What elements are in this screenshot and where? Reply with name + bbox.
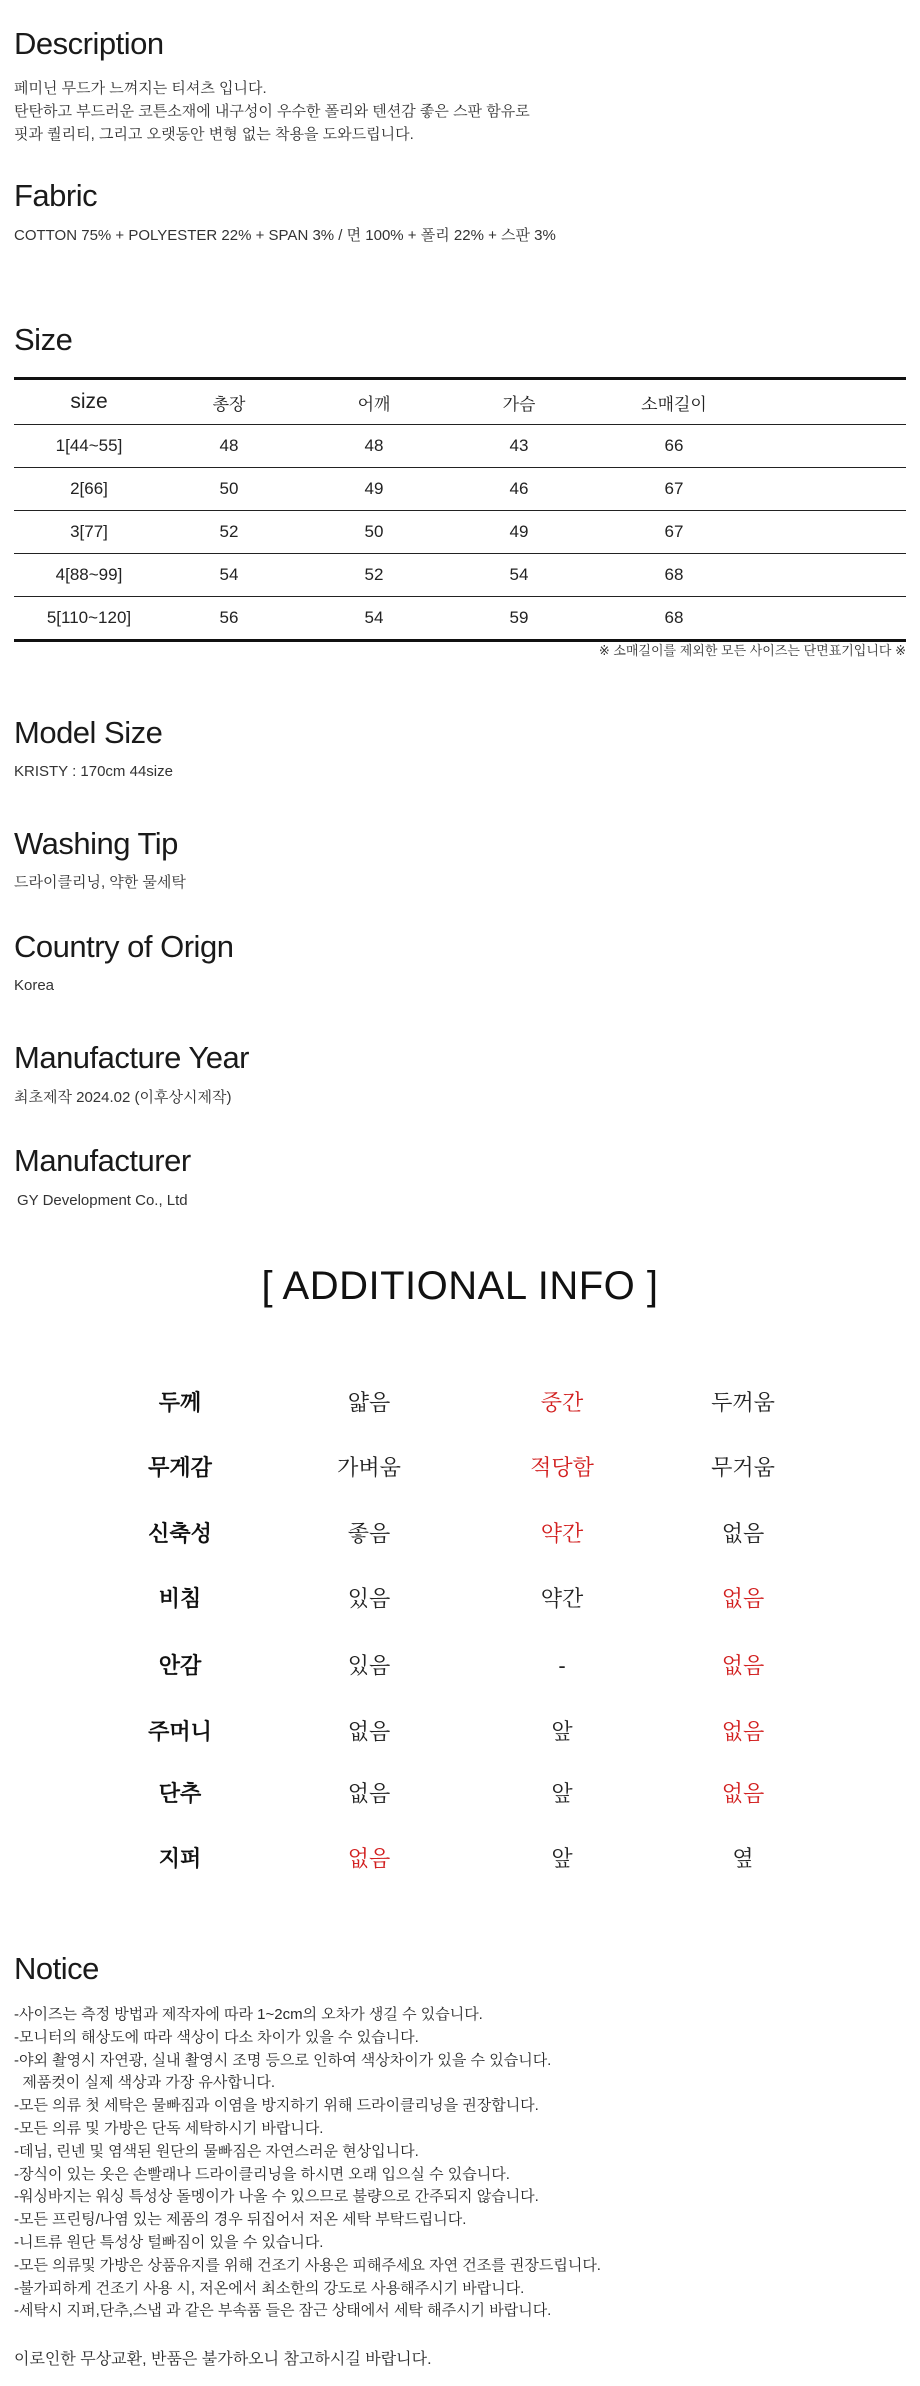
notice-line: -장식이 있는 옷은 손빨래나 드라이클리닝을 하시면 오래 입으실 수 있습니다. [14, 2165, 510, 2183]
notice-line: -모니터의 해상도에 따라 색상이 다소 차이가 있을 수 있습니다. [14, 2028, 419, 2046]
description-line: 탄탄하고 부드러운 코튼소재에 내구성이 우수한 폴리와 텐션감 좋은 스판 함유로 [14, 103, 530, 120]
info-row [0, 1712, 920, 1752]
shoulder-cell: 50 [294, 511, 454, 554]
notice-heading: Notice [14, 1951, 99, 1986]
chest-cell: 59 [454, 597, 584, 641]
info-row-label: 안감 [158, 1653, 202, 1678]
model-size-heading: Model Size [14, 715, 163, 750]
info-option: 가벼움 [337, 1455, 401, 1480]
info-row [0, 1448, 920, 1488]
manufacture-year-heading: Manufacture Year [14, 1040, 250, 1075]
info-option: 앞 [551, 1846, 573, 1871]
info-option-selected: 없음 [347, 1846, 391, 1871]
manufacture-year-text: 최초제작 2024.02 (이후상시제작) [14, 1089, 232, 1106]
info-row-label: 두께 [158, 1390, 202, 1415]
washing-tip-text: 드라이클리닝, 약한 물세탁 [14, 874, 186, 891]
info-option: 두꺼움 [711, 1390, 775, 1415]
info-row [0, 1579, 920, 1619]
notice-line: -모든 의류 첫 세탁은 물빠짐과 이염을 방지하기 위해 드라이클리닝을 권장합니다. [14, 2097, 539, 2115]
info-option: 없음 [347, 1719, 391, 1744]
length-cell: 56 [164, 597, 294, 641]
info-row-label: 지퍼 [158, 1846, 202, 1871]
info-row [0, 1646, 920, 1686]
country-heading: Country of Orign [14, 929, 234, 964]
length-column-header: 총장 [212, 394, 246, 414]
shoulder-column-header: 어깨 [357, 394, 391, 414]
info-option: 약간 [540, 1586, 584, 1611]
info-row [0, 1839, 920, 1879]
notice-line: -야외 촬영시 자연광, 실내 촬영시 조명 등으로 인하여 색상차이가 있을 수 있습니다. [14, 2051, 552, 2069]
length-cell: 50 [164, 468, 294, 511]
info-option-selected: 없음 [721, 1586, 765, 1611]
info-option: 좋음 [347, 1521, 391, 1546]
info-option: 없음 [721, 1521, 765, 1546]
size-table [14, 377, 906, 642]
info-row [0, 1774, 920, 1814]
info-option-selected: 적당함 [530, 1455, 594, 1480]
fabric-text: COTTON 75% + POLYESTER 22% + SPAN 3% / 면 100% + 폴리 22% + 스판 3% [14, 227, 556, 244]
description-heading: Description [14, 26, 164, 61]
sleeve-cell: 67 [584, 511, 764, 554]
shoulder-cell: 49 [294, 468, 454, 511]
size-column-header: size [70, 390, 108, 413]
info-option: 있음 [347, 1653, 391, 1678]
info-row-label: 신축성 [148, 1521, 212, 1546]
info-option: 있음 [347, 1586, 391, 1611]
size-cell: 5[110~120] [14, 597, 164, 641]
info-row-label: 무게감 [148, 1455, 212, 1480]
chest-cell: 43 [454, 425, 584, 468]
notice-line: -모든 의류 및 가방은 단독 세탁하시기 바랍니다. [14, 2119, 324, 2137]
info-option: 옆 [732, 1846, 754, 1871]
info-option-selected: 중간 [540, 1390, 584, 1415]
info-row-label: 주머니 [148, 1719, 212, 1744]
size-table-header [14, 379, 906, 425]
info-row-label: 단추 [158, 1781, 202, 1806]
notice-line: -모든 의류및 가방은 상품유지를 위해 건조기 사용은 피해주세요 자연 건조를 권장드립니다. [14, 2256, 601, 2274]
manufacturer-text: GY Development Co., Ltd [17, 1192, 188, 1209]
length-cell: 48 [164, 425, 294, 468]
size-cell: 1[44~55] [14, 425, 164, 468]
notice-line: -사이즈는 측정 방법과 제작자에 따라 1~2cm의 오차가 생길 수 있습니다. [14, 2006, 483, 2023]
notice-line: -니트류 원단 특성상 털빠짐이 있을 수 있습니다. [14, 2233, 324, 2251]
description-line: 페미닌 무드가 느껴지는 티셔츠 입니다. [14, 80, 267, 97]
chest-cell: 54 [454, 554, 584, 597]
model-size-text: KRISTY : 170cm 44size [14, 763, 173, 780]
table-row [14, 554, 906, 597]
info-option-selected: 없음 [721, 1653, 765, 1678]
size-cell: 3[77] [14, 511, 164, 554]
info-option-selected: 없음 [721, 1781, 765, 1806]
sleeve-cell: 67 [584, 468, 764, 511]
size-cell: 2[66] [14, 468, 164, 511]
info-row-label: 비침 [158, 1586, 202, 1611]
sleeve-column-header: 소매길이 [641, 394, 707, 414]
washing-tip-heading: Washing Tip [14, 826, 178, 861]
table-row [14, 597, 906, 641]
table-row [14, 511, 906, 554]
info-option: 앞 [551, 1781, 573, 1806]
info-row [0, 1514, 920, 1554]
description-text [14, 77, 530, 146]
sleeve-cell: 68 [584, 554, 764, 597]
manufacturer-heading: Manufacturer [14, 1143, 191, 1178]
sleeve-cell: 66 [584, 425, 764, 468]
info-option: 없음 [347, 1781, 391, 1806]
info-option-selected: 약간 [540, 1521, 584, 1546]
sleeve-cell: 68 [584, 597, 764, 641]
info-option: - [558, 1653, 566, 1678]
info-option: 앞 [551, 1719, 573, 1744]
length-cell: 52 [164, 511, 294, 554]
description-line: 핏과 퀄리티, 그리고 오랫동안 변형 없는 착용을 도와드립니다. [14, 126, 414, 143]
info-option: 무거움 [711, 1455, 775, 1480]
additional-info-title: [ ADDITIONAL INFO ] [261, 1264, 659, 1308]
shoulder-cell: 52 [294, 554, 454, 597]
size-cell: 4[88~99] [14, 554, 164, 597]
notice-list [14, 2004, 601, 2323]
fabric-heading: Fabric [14, 178, 98, 213]
info-option-selected: 없음 [721, 1719, 765, 1744]
info-option: 얇음 [347, 1390, 391, 1415]
chest-column-header: 가슴 [502, 394, 536, 414]
country-text: Korea [14, 977, 55, 994]
length-cell: 54 [164, 554, 294, 597]
notice-line: 제품컷이 실제 색상과 가장 유사합니다. [14, 2074, 276, 2092]
shoulder-cell: 54 [294, 597, 454, 641]
notice-final-text: 이로인한 무상교환, 반품은 불가하오니 참고하시길 바랍니다. [14, 2351, 432, 2368]
chest-cell: 49 [454, 511, 584, 554]
notice-line: -데님, 린넨 및 염색된 원단의 물빠짐은 자연스러운 현상입니다. [14, 2142, 419, 2160]
shoulder-cell: 48 [294, 425, 454, 468]
size-note: ※ 소매길이를 제외한 모든 사이즈는 단면표기입니다 ※ [598, 643, 906, 658]
notice-line: -워싱바지는 워싱 특성상 돌멩이가 나올 수 있으므로 불량으로 간주되지 않습니다. [14, 2188, 539, 2206]
size-heading: Size [14, 322, 73, 357]
table-row [14, 425, 906, 468]
info-row [0, 1383, 920, 1423]
notice-line: -불가피하게 건조기 사용 시, 저온에서 최소한의 강도로 사용해주시기 바랍니다. [14, 2279, 525, 2297]
notice-line: -세탁시 지퍼,단추,스냅 과 같은 부속품 들은 잠근 상태에서 세탁 해주시기 바랍니다. [14, 2302, 552, 2320]
table-row [14, 468, 906, 511]
chest-cell: 46 [454, 468, 584, 511]
notice-line: -모든 프린팅/나염 있는 제품의 경우 뒤집어서 저온 세탁 부탁드립니다. [14, 2211, 467, 2229]
